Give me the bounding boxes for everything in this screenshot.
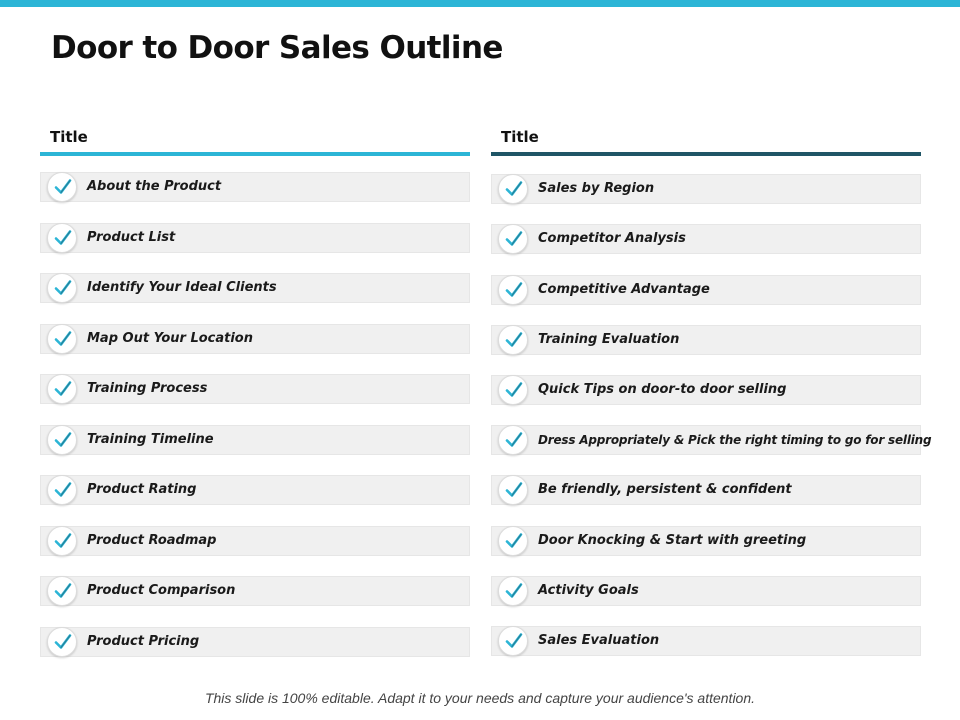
checklist-item — [491, 325, 921, 355]
check-icon — [498, 425, 528, 455]
checklist-item-label: Dress Appropriately & Pick the right timing to go for selling — [538, 433, 932, 447]
left-column — [40, 124, 470, 649]
checklist-item-label: Sales Evaluation — [538, 633, 660, 648]
checklist-item-label: Competitive Advantage — [538, 282, 710, 297]
checklist-item — [40, 374, 470, 404]
checklist-item-label: Activity Goals — [538, 583, 639, 598]
checklist-item-label: Sales by Region — [538, 181, 655, 196]
top-accent-bar — [0, 0, 960, 7]
page-title: Door to Door Sales Outline — [51, 30, 503, 66]
check-icon — [498, 576, 528, 606]
checklist-item — [40, 526, 470, 556]
checklist-item-label: Product Rating — [87, 482, 197, 497]
checklist-item-label: Quick Tips on door-to door selling — [538, 382, 787, 397]
checklist-item — [40, 273, 470, 303]
check-icon — [47, 526, 77, 556]
footer-note: This slide is 100% editable. Adapt it to your needs and capture your audience's attention. — [204, 690, 756, 706]
checklist-item — [491, 526, 921, 556]
checklist-item-label: Training Timeline — [87, 432, 214, 447]
checklist-item-label: Map Out Your Location — [87, 331, 253, 346]
check-icon — [47, 223, 77, 253]
check-icon — [498, 325, 528, 355]
checklist-item — [40, 576, 470, 606]
check-icon — [47, 273, 77, 303]
check-icon — [498, 375, 528, 405]
checklist-item — [40, 475, 470, 505]
left-column-title: Title — [50, 128, 88, 146]
check-icon — [47, 425, 77, 455]
check-icon — [47, 374, 77, 404]
check-icon — [498, 224, 528, 254]
right-column-rule — [491, 152, 921, 156]
right-column — [491, 124, 932, 648]
checklist-item-label: Product Pricing — [87, 634, 200, 649]
checklist-item — [491, 626, 921, 656]
checklist-item — [40, 223, 470, 253]
check-icon — [498, 174, 528, 204]
checklist-item — [40, 324, 470, 354]
checklist-item-label: Be friendly, persistent & confident — [538, 482, 792, 497]
right-column-title: Title — [501, 128, 539, 146]
check-icon — [498, 526, 528, 556]
checklist-item-label: About the Product — [87, 179, 222, 194]
checklist-item — [491, 224, 921, 254]
checklist-item-label: Product Comparison — [87, 583, 236, 598]
checklist-item-label: Product List — [87, 230, 176, 245]
check-icon — [47, 324, 77, 354]
checklist-item — [491, 375, 921, 405]
checklist-item-label: Competitor Analysis — [538, 231, 686, 246]
check-icon — [47, 172, 77, 202]
checklist-item — [40, 627, 470, 657]
check-icon — [498, 475, 528, 505]
check-icon — [47, 576, 77, 606]
checklist-item — [491, 425, 932, 455]
checklist-item-label: Identify Your Ideal Clients — [87, 280, 277, 295]
left-column-rule — [40, 152, 470, 156]
checklist-item-label: Training Evaluation — [538, 332, 680, 347]
checklist-item-label: Training Process — [87, 381, 208, 396]
checklist-item — [40, 425, 470, 455]
checklist-item-label: Product Roadmap — [87, 533, 217, 548]
check-icon — [47, 627, 77, 657]
checklist-item — [491, 576, 921, 606]
checklist-item — [491, 475, 921, 505]
checklist-item-label: Door Knocking & Start with greeting — [538, 533, 807, 548]
checklist-item — [491, 174, 921, 204]
check-icon — [498, 626, 528, 656]
checklist-item — [40, 172, 470, 202]
check-icon — [47, 475, 77, 505]
check-icon — [498, 275, 528, 305]
checklist-item — [491, 275, 921, 305]
